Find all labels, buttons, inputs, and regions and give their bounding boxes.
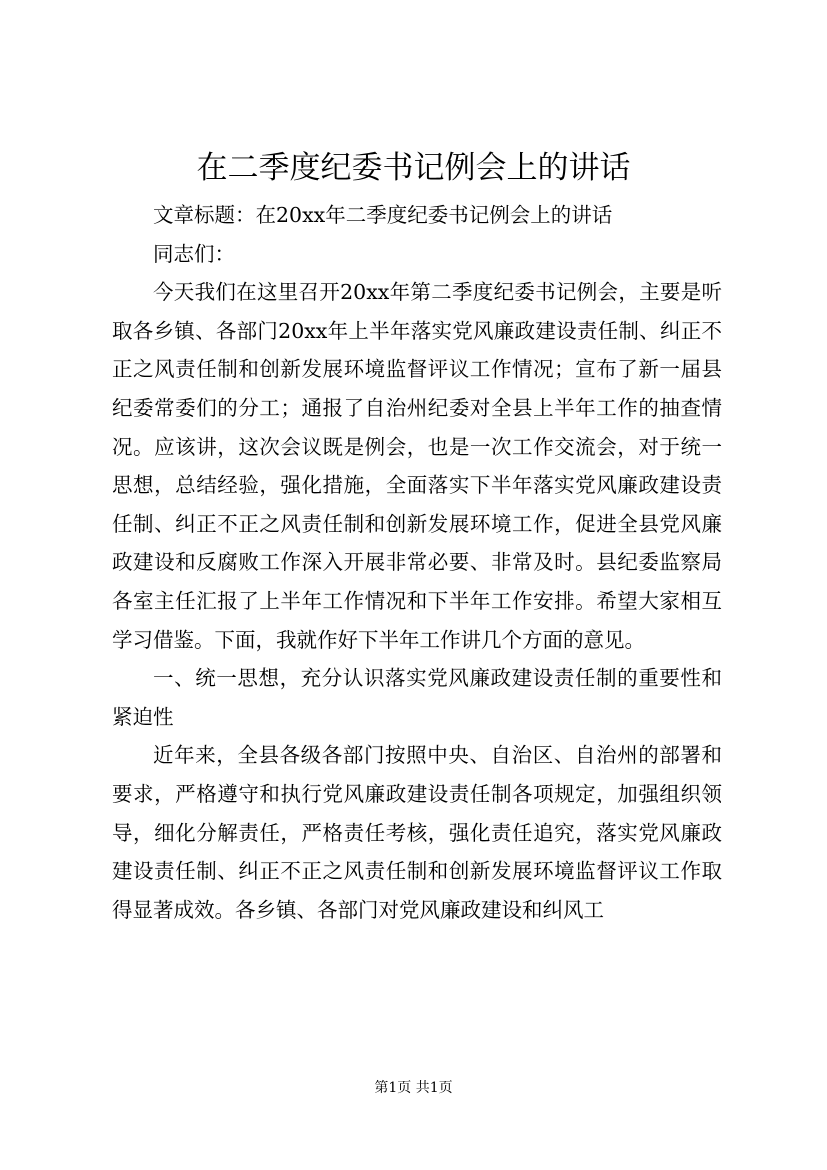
document-body (112, 196, 722, 929)
section-1-paragraph: 近年来，全县各级各部门按照中央、自治区、自治州的部署和要求，严格遵守和执行党风廉政建设责任制各项规定，加强组织领导，细化分解责任，严格责任考核，强化责任追究，落实党风廉政建设责任制、纠正不正之风责任制和创新发展环境监督评议工作取得显著成效。各乡镇、各部门对党风廉政建设和纠风工 (112, 743, 722, 922)
document-title: 在二季度纪委书记例会上的讲话 (196, 150, 631, 186)
section-heading-1: 一、统一思想，充分认识落实党风廉政建设责任制的重要性和紧迫性 (112, 666, 722, 729)
salutation: 同志们： (153, 241, 235, 266)
page-footer: 第1页 共1页 (374, 1080, 453, 1096)
opening-paragraph: 今天我们在这里召开20xx年第二季度纪委书记例会，主要是听取各乡镇、各部门20xx年上半年落实党风廉政建设责任制、纠正不正之风责任制和创新发展环境监督评议工作情况；宣布了新一届县纪委常委们的分工；通报了自治州纪委对全县上半年工作的抽查情况。应该讲，这次会议既是例会，也是一次工作交流会，对于统一思想，总结经验，强化措施，全面落实下半年落实党风廉政建设责任制、纠正不正之风责任制和创新发展环境工作，促进全县党风廉政建设和反腐败工作深入开展非常必要、非常及时。县纪委监察局各室主任汇报了上半年工作情况和下半年工作安排。希望大家相互学习借鉴。下面，我就作好下半年工作讲几个方面的意见。 (112, 280, 722, 652)
article-title-line: 文章标题：在20xx年二季度纪委书记例会上的讲话 (153, 203, 613, 227)
